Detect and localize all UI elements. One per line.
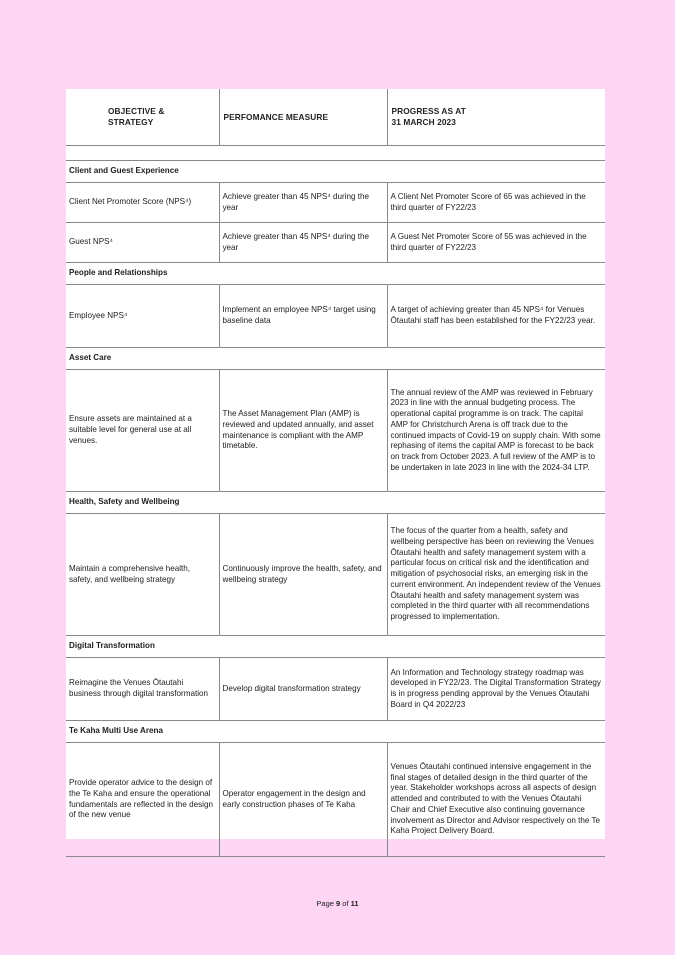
- section-heading: People and Relationships: [66, 263, 605, 285]
- objective-cell: Client Net Promoter Score (NPS⁴): [66, 183, 219, 223]
- table-row: [66, 743, 605, 857]
- header-spacer: [66, 146, 605, 161]
- page-footer: [0, 899, 675, 908]
- progress-cell: The annual review of the AMP was reviewed in February 2023 in line with the annual budgeting process. The operational capital programme is on track. The capital AMP for Christchurch Arena is off track due to the continued impacts of Covid-19 on supply chain. With some rephasing of items the capital AMP is forecast to be back on track from October 2023. A full review of the AMP is to be undertaken in late 2023 in line with the 2024-34 LTP.: [387, 370, 605, 492]
- progress-cell: The focus of the quarter from a health, safety and wellbeing perspective has been on reviewing the Venues Ōtautahi health and safety management system with a particular focus on critical risk and the identification and mitigation of psychosocial risks, an emerging risk in the current environment. An independent review of the Venues Ōtautahi health and safety management system was completed in the third quarter with all recommendations progressed to implementation.: [387, 514, 605, 636]
- measure-cell: Achieve greater than 45 NPS⁴ during the year: [219, 223, 387, 263]
- page-number: 9: [336, 899, 341, 908]
- table-header-row: [66, 89, 605, 146]
- table-row: [66, 370, 605, 492]
- page-separator: of: [340, 899, 351, 908]
- table-row: [66, 658, 605, 721]
- table-row: [66, 285, 605, 348]
- objective-cell: Guest NPS⁴: [66, 223, 219, 263]
- section-heading: Client and Guest Experience: [66, 161, 605, 183]
- document-page: [66, 89, 605, 839]
- section-heading: Health, Safety and Wellbeing: [66, 492, 605, 514]
- objective-cell: Maintain a comprehensive health, safety, and wellbeing strategy: [66, 514, 219, 636]
- measure-cell: Achieve greater than 45 NPS⁴ during the year: [219, 183, 387, 223]
- measure-cell: Operator engagement in the design and early construction phases of Te Kaha: [219, 743, 387, 857]
- measure-cell: Implement an employee NPS⁴ target using baseline data: [219, 285, 387, 348]
- table-row: [66, 183, 605, 223]
- header-objective: OBJECTIVE & STRATEGY: [66, 89, 219, 146]
- header-measure: PERFOMANCE MEASURE: [219, 89, 387, 146]
- measure-cell: Continuously improve the health, safety, and wellbeing strategy: [219, 514, 387, 636]
- progress-cell: An Information and Technology strategy roadmap was developed in FY22/23. The Digital Transformation Strategy is in progress pending approval by the Venues Ōtautahi Board in Q4 2022/23: [387, 658, 605, 721]
- objective-cell: Employee NPS⁴: [66, 285, 219, 348]
- measure-cell: The Asset Management Plan (AMP) is reviewed and updated annually, and asset maintenance is compliant with the AMP timetable.: [219, 370, 387, 492]
- progress-cell: A Client Net Promoter Score of 65 was achieved in the third quarter of FY22/23: [387, 183, 605, 223]
- table-row: [66, 223, 605, 263]
- table-row: [66, 514, 605, 636]
- section-heading: Asset Care: [66, 348, 605, 370]
- section-heading: Te Kaha Multi Use Arena: [66, 721, 605, 743]
- progress-cell: A Guest Net Promoter Score of 55 was achieved in the third quarter of FY22/23: [387, 223, 605, 263]
- performance-table: [66, 89, 605, 857]
- page-total: 11: [350, 899, 359, 908]
- progress-cell: Venues Ōtautahi continued intensive engagement in the final stages of detailed design in the third quarter of the year. Stakeholder workshops across all aspects of design attended and contributed to with the Venues Ōtautahi Chair and Chief Executive also continuing governance involvement as Director and Advisor respectively on the Te Kaha Project Delivery Board.: [387, 743, 605, 857]
- objective-cell: Provide operator advice to the design of the Te Kaha and ensure the operational fundamentals are reflected in the design of the new venue: [66, 743, 219, 857]
- page-label: Page: [316, 899, 337, 908]
- objective-cell: Ensure assets are maintained at a suitable level for general use at all venues.: [66, 370, 219, 492]
- objective-cell: Reimagine the Venues Ōtautahi business through digital transformation: [66, 658, 219, 721]
- header-progress: PROGRESS AS AT 31 MARCH 2023: [387, 89, 605, 146]
- section-heading: Digital Transformation: [66, 636, 605, 658]
- measure-cell: Develop digital transformation strategy: [219, 658, 387, 721]
- progress-cell: A target of achieving greater than 45 NPS⁴ for Venues Ōtautahi staff has been established for the FY22/23 year.: [387, 285, 605, 348]
